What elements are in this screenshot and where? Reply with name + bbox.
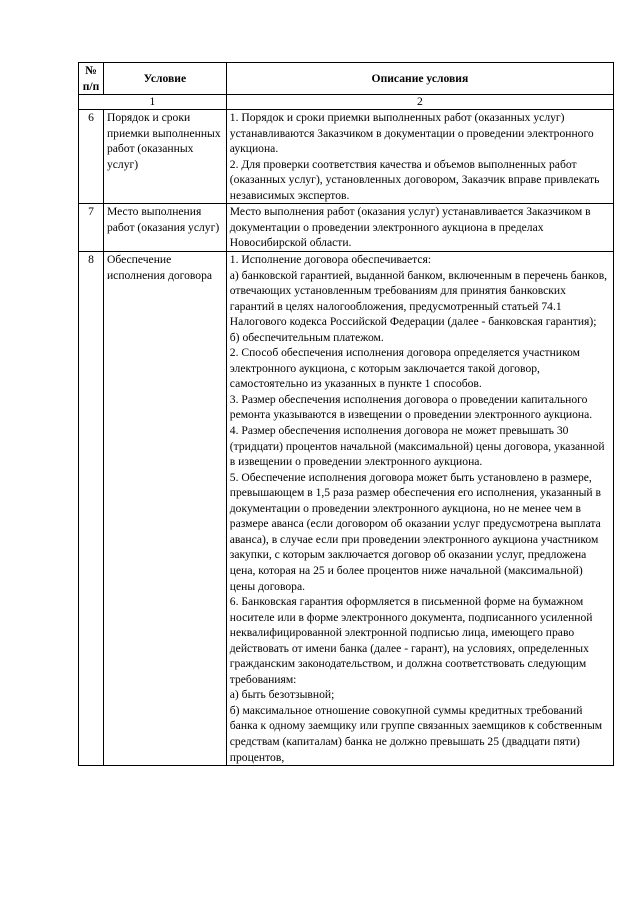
description-paragraph: а) быть безотзывной;	[229, 688, 335, 702]
conditions-table	[78, 62, 614, 766]
description-paragraph: 1. Исполнение договора обеспечивается:	[229, 253, 432, 267]
table-row	[79, 204, 614, 252]
row-number: 8	[79, 252, 104, 766]
header-condition: Условие	[103, 63, 226, 95]
description-paragraph: 4. Размер обеспечения исполнения договора не может превышать 30 (тридцати) процентов начальной (максимальной) цены договора, указанной в извещении о проведении электронного аукциона.	[229, 424, 605, 469]
row-description	[226, 204, 613, 252]
header-description: Описание условия	[226, 63, 613, 95]
description-paragraph: Место выполнения работ (оказания услуг) устанавливается Заказчиком в документации о проведении электронного аукциона в пределах Новосибирской области.	[229, 205, 591, 250]
header-number: № п/п	[79, 63, 104, 95]
table-row	[79, 252, 614, 766]
row-description	[226, 110, 613, 204]
description-paragraph: б) обеспечительным платежом.	[229, 330, 384, 344]
column-number-2: 2	[226, 95, 613, 110]
row-number: 7	[79, 204, 104, 252]
row-condition: Место выполнения работ (оказания услуг)	[103, 204, 226, 252]
table-row	[79, 110, 614, 204]
description-paragraph: б) максимальное отношение совокупной суммы кредитных требований банка к одному заемщику или группе связанных заемщиков к собственным средствам (капиталам) банка не должно превышать 25 (двадцати пяти) процентов,	[229, 703, 603, 764]
description-paragraph: 5. Обеспечение исполнения договора может быть установлено в размере, превышающем в 1,5 раза размер обеспечения его исполнения, указанный в документации о проведении электронного аукциона, но не менее чем в размере аванса (если договором об оказании услуг предусмотрена выплата аванса), в случае если при проведении электронного аукциона участником закупки, с которым заключается договор об оказании услуг, предложена цена, которая на 25 и более процентов ниже начальной (максимальной) цены договора.	[229, 470, 601, 593]
row-description	[226, 252, 613, 766]
row-number: 6	[79, 110, 104, 204]
table-header-row	[79, 63, 614, 95]
description-paragraph: 6. Банковская гарантия оформляется в письменной форме на бумажном носителе или в форме электронного документа, подписанного усиленной неквалифицированной электронной подписью лица, имеющего право действовать от имени банка (далее - гарант), на условиях, определенных гражданским законодательством, и должна соответствовать следующим требованиям:	[229, 595, 593, 686]
column-number-row	[79, 95, 614, 110]
description-paragraph: 3. Размер обеспечения исполнения договора о проведении капитального ремонта указываются в извещении о проведении электронного аукциона.	[229, 392, 593, 422]
description-paragraph: 2. Способ обеспечения исполнения договора определяется участником электронного аукциона, с которым заключается такой договор, самостоятельно из указанных в пункте 1 способов.	[229, 346, 580, 391]
description-paragraph: а) банковской гарантией, выданной банком, включенным в перечень банков, отвечающих установленным требованиям для принятия банковских гарантий в целях налогообложения, предусмотренный статьей 74.1 Налогового кодекса Российской Федерации (далее - банковская гарантия);	[229, 268, 608, 329]
column-number-1: 1	[79, 95, 227, 110]
row-condition: Порядок и сроки приемки выполненных работ (оказанных услуг)	[103, 110, 226, 204]
description-paragraph: 1. Порядок и сроки приемки выполненных работ (оказанных услуг) устанавливаются Заказчиком в документации о проведении электронного аукциона.	[229, 111, 594, 156]
row-condition: Обеспечение исполнения договора	[103, 252, 226, 766]
description-paragraph: 2. Для проверки соответствия качества и объемов выполненных работ (оказанных услуг), установленных договором, Заказчик вправе привлекать независимых экспертов.	[229, 157, 600, 202]
